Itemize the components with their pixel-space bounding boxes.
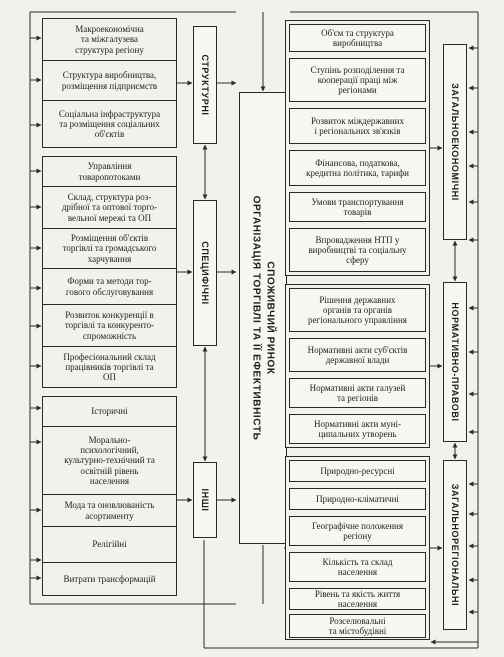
normative-item-4: Нормативні акти муні- ципальних утворень (289, 414, 426, 444)
structural-item-1: Макроекономічна та міжгалузева структура регіону (43, 19, 176, 61)
group-specific (42, 156, 177, 388)
other-item-5: Витрати трансформацій (63, 573, 156, 584)
other-item-2: Морально- психологічний, культурно-технічний та освітній рівень населення (43, 427, 176, 495)
other-item-1: Історичні (43, 397, 176, 427)
group-general-economic (285, 20, 430, 276)
regional-item-3: Географічне положення регіону (289, 516, 426, 546)
normative-item-3: Нормативні акти галузей та регіонів (289, 378, 426, 408)
normative-item-2: Нормативні акти суб'єктів державної влади (289, 338, 426, 372)
label-other: ІНШІ (193, 462, 217, 538)
group-general-regional (285, 456, 430, 640)
specific-item-2: Склад, структура роз- дрібної та оптової торго- вельної мережі та ОП (43, 187, 176, 229)
regional-item-6: Розселювальні та містобудівні (289, 614, 426, 638)
regional-item-4: Кількість та склад населення (289, 552, 426, 582)
normative-item-1: Рішення державних органів та органів регіонального управління (289, 288, 426, 332)
label-normative-legal: НОРМАТИВНО-ПРАВОВІ (443, 282, 467, 442)
regional-item-2: Природно-кліматичні (289, 488, 426, 510)
specific-item-1: Управління товаропотоками (43, 157, 176, 187)
label-structural: СТРУКТУРНІ (193, 26, 217, 144)
specific-item-6: Професіональний склад працівників торгівлі та ОП (63, 351, 156, 383)
economic-item-1: Об'єм та структура виробництва (289, 24, 426, 52)
group-other (42, 396, 177, 596)
label-general-regional: ЗАГАЛЬНОРЕГІОНАЛЬНІ (443, 460, 467, 630)
structural-item-2: Структура виробництва, розміщення підприємств (43, 61, 176, 101)
central-block (239, 92, 287, 544)
specific-item-3: Розміщення об'єктів торгівлі та громадського харчування (43, 229, 176, 269)
regional-item-5: Рівень та якість життя населення (289, 588, 426, 610)
specific-item-4: Форми та методи тор- гового обслуговування (43, 269, 176, 305)
regional-item-1: Природно-ресурсні (289, 460, 426, 482)
group-normative-legal (285, 284, 430, 448)
central-title: СПОЖИВЧИЙ РИНОК ОРГАНІЗАЦІЯ ТОРГІВЛІ ТА ЇЇ ЕФЕКТИВНІСТЬ (251, 195, 276, 441)
specific-item-5: Розвиток конкуренції в торгівлі та конкуренто- спроможність (43, 305, 176, 347)
label-general-economic: ЗАГАЛЬНОЕКОНОМІЧНІ (443, 44, 467, 240)
economic-item-2: Ступінь розподілення та кооперації праці між регіонами (289, 58, 426, 102)
economic-item-5: Умови транспортування товарів (289, 192, 426, 222)
economic-item-3: Розвиток міждержавних і регіональних зв'язків (289, 108, 426, 144)
structural-item-3: Соціальна інфраструктура та розміщення соціальних об'єктів (58, 108, 161, 140)
other-item-3: Мода та оновлюваність асортименту (43, 495, 176, 527)
group-structural (42, 18, 177, 148)
label-specific: СПЕЦИФІЧНІ (193, 200, 217, 346)
economic-item-4: Фінансова, податкова, кредитна політика, тарифи (289, 150, 426, 186)
economic-item-6: Впровадження НТП у виробництві та соціальну сферу (289, 228, 426, 272)
other-item-4: Релігійні (43, 527, 176, 563)
